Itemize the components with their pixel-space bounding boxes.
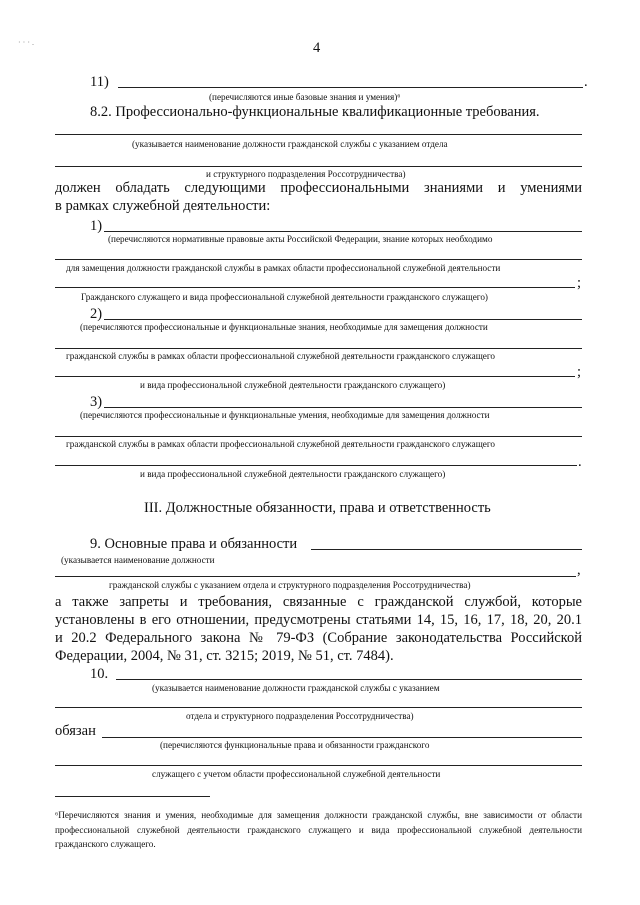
must-possess-line-2: в рамках служебной деятельности: (55, 198, 271, 214)
item-10-note-3: (перечисляются функциональные права и обязанности гражданского (160, 740, 430, 750)
item-11-end: . (584, 74, 588, 90)
item-2-note-1: (перечисляются профессиональные и функциональные знания, необходимые для замещения должности (80, 322, 488, 332)
scan-marks: · · · . (18, 38, 34, 47)
item-1-number: 1) (90, 218, 103, 234)
item-2-end: ; (577, 364, 582, 380)
item-3-number: 3) (90, 394, 103, 410)
item-9-para-line-2: установлены в его отношении, предусмотрены статьями 14, 15, 16, 17, 18, 20, 20.1 (55, 612, 582, 628)
item-10-note-4: служащего с учетом области профессиональной служебной деятельности (152, 769, 441, 779)
item-2-number: 2) (90, 306, 103, 322)
section-8-2-line-1 (55, 134, 582, 135)
item-2-note-3: и вида профессиональной служебной деятельности гражданского служащего) (140, 380, 446, 390)
item-1-note-3: Гражданского служащего и вида профессиональной служебной деятельности гражданского служащего) (81, 292, 488, 302)
item-9-line-2 (55, 576, 576, 577)
item-10-line-3 (102, 737, 582, 738)
item-9-note-2: гражданской службы с указанием отдела и структурного подразделения Россотрудничества) (109, 580, 471, 590)
item-3-line-1 (104, 407, 582, 408)
page-number: 4 (313, 40, 321, 56)
section-8-2-line-2 (55, 166, 582, 167)
item-3-line-2 (55, 436, 582, 437)
item-1-line-1 (104, 231, 582, 232)
item-1-note-1: (перечисляются нормативные правовые акты Российской Федерации, знание которых необходимо (108, 234, 493, 244)
section-8-2-title: 8.2. Профессионально-функциональные квалификационные требования. (90, 104, 540, 120)
obliged-label: обязан (55, 723, 96, 739)
section-8-2-note-2: и структурного подразделения Россотрудничества) (206, 169, 406, 179)
item-10-line-4 (55, 765, 582, 766)
item-10-number: 10. (90, 666, 109, 682)
item-9-end: , (577, 562, 581, 578)
item-2-line-1 (104, 319, 582, 320)
item-3-end: . (578, 454, 582, 470)
item-9-para-line-4: Федерации, 2004, № 31, ст. 3215; 2019, № 51, ст. 7484). (55, 648, 394, 664)
must-possess-line-1: должен обладать следующими профессиональными знаниями и умениями (55, 180, 582, 196)
item-11-blank-line (118, 87, 583, 88)
item-10-line-1 (116, 679, 582, 680)
item-9-para-line-3: и 20.2 Федерального закона № 79-ФЗ (Собрание законодательства Российской (55, 630, 582, 646)
item-3-line-3 (55, 465, 577, 466)
item-1-line-2 (55, 259, 582, 260)
item-9-note-1: (указывается наименование должности (61, 555, 215, 565)
item-1-line-3 (55, 287, 575, 288)
item-9-text: 9. Основные права и обязанности (90, 536, 298, 552)
section-8-2-note-1: (указывается наименование должности гражданской службы с указанием отдела (132, 139, 448, 149)
item-11-note: (перечисляются иные базовые знания и умения)⁶ (209, 92, 401, 102)
item-3-note-3: и вида профессиональной служебной деятельности гражданского служащего) (140, 469, 446, 479)
item-2-line-2 (55, 348, 582, 349)
item-10-line-2 (55, 707, 582, 708)
item-2-line-3 (55, 376, 575, 377)
item-10-note-1: (указывается наименование должности гражданской службы с указанием (152, 683, 440, 693)
footnote-text: ⁶Перечисляются знания и умения, необходимые для замещения должности гражданской службы, вне зависимости от области профессиональной служебной деятельности гражданского служащего и вида профессиональной служебной деятельности гражданского служащего. (55, 810, 582, 849)
item-1-note-2: для замещения должности гражданской службы в рамках области профессиональной служебной деятельности (66, 263, 501, 273)
item-2-note-2: гражданской службы в рамках области профессиональной служебной деятельности гражданского служащего (66, 351, 496, 361)
item-9-para-line-1: а также запреты и требования, связанные с гражданской службой, которые (55, 594, 582, 610)
section-3-title: III. Должностные обязанности, права и ответственность (144, 500, 491, 516)
item-3-note-1: (перечисляются профессиональные и функциональные умения, необходимые для замещения должности (80, 410, 490, 420)
footnote-separator (55, 796, 210, 797)
item-3-note-2: гражданской службы в рамках области профессиональной служебной деятельности гражданского служащего (66, 439, 496, 449)
item-1-end: ; (577, 275, 582, 291)
item-10-note-2: отдела и структурного подразделения Россотрудничества) (186, 711, 414, 721)
item-11-number: 11) (90, 74, 109, 90)
item-9-line-1 (311, 549, 582, 550)
